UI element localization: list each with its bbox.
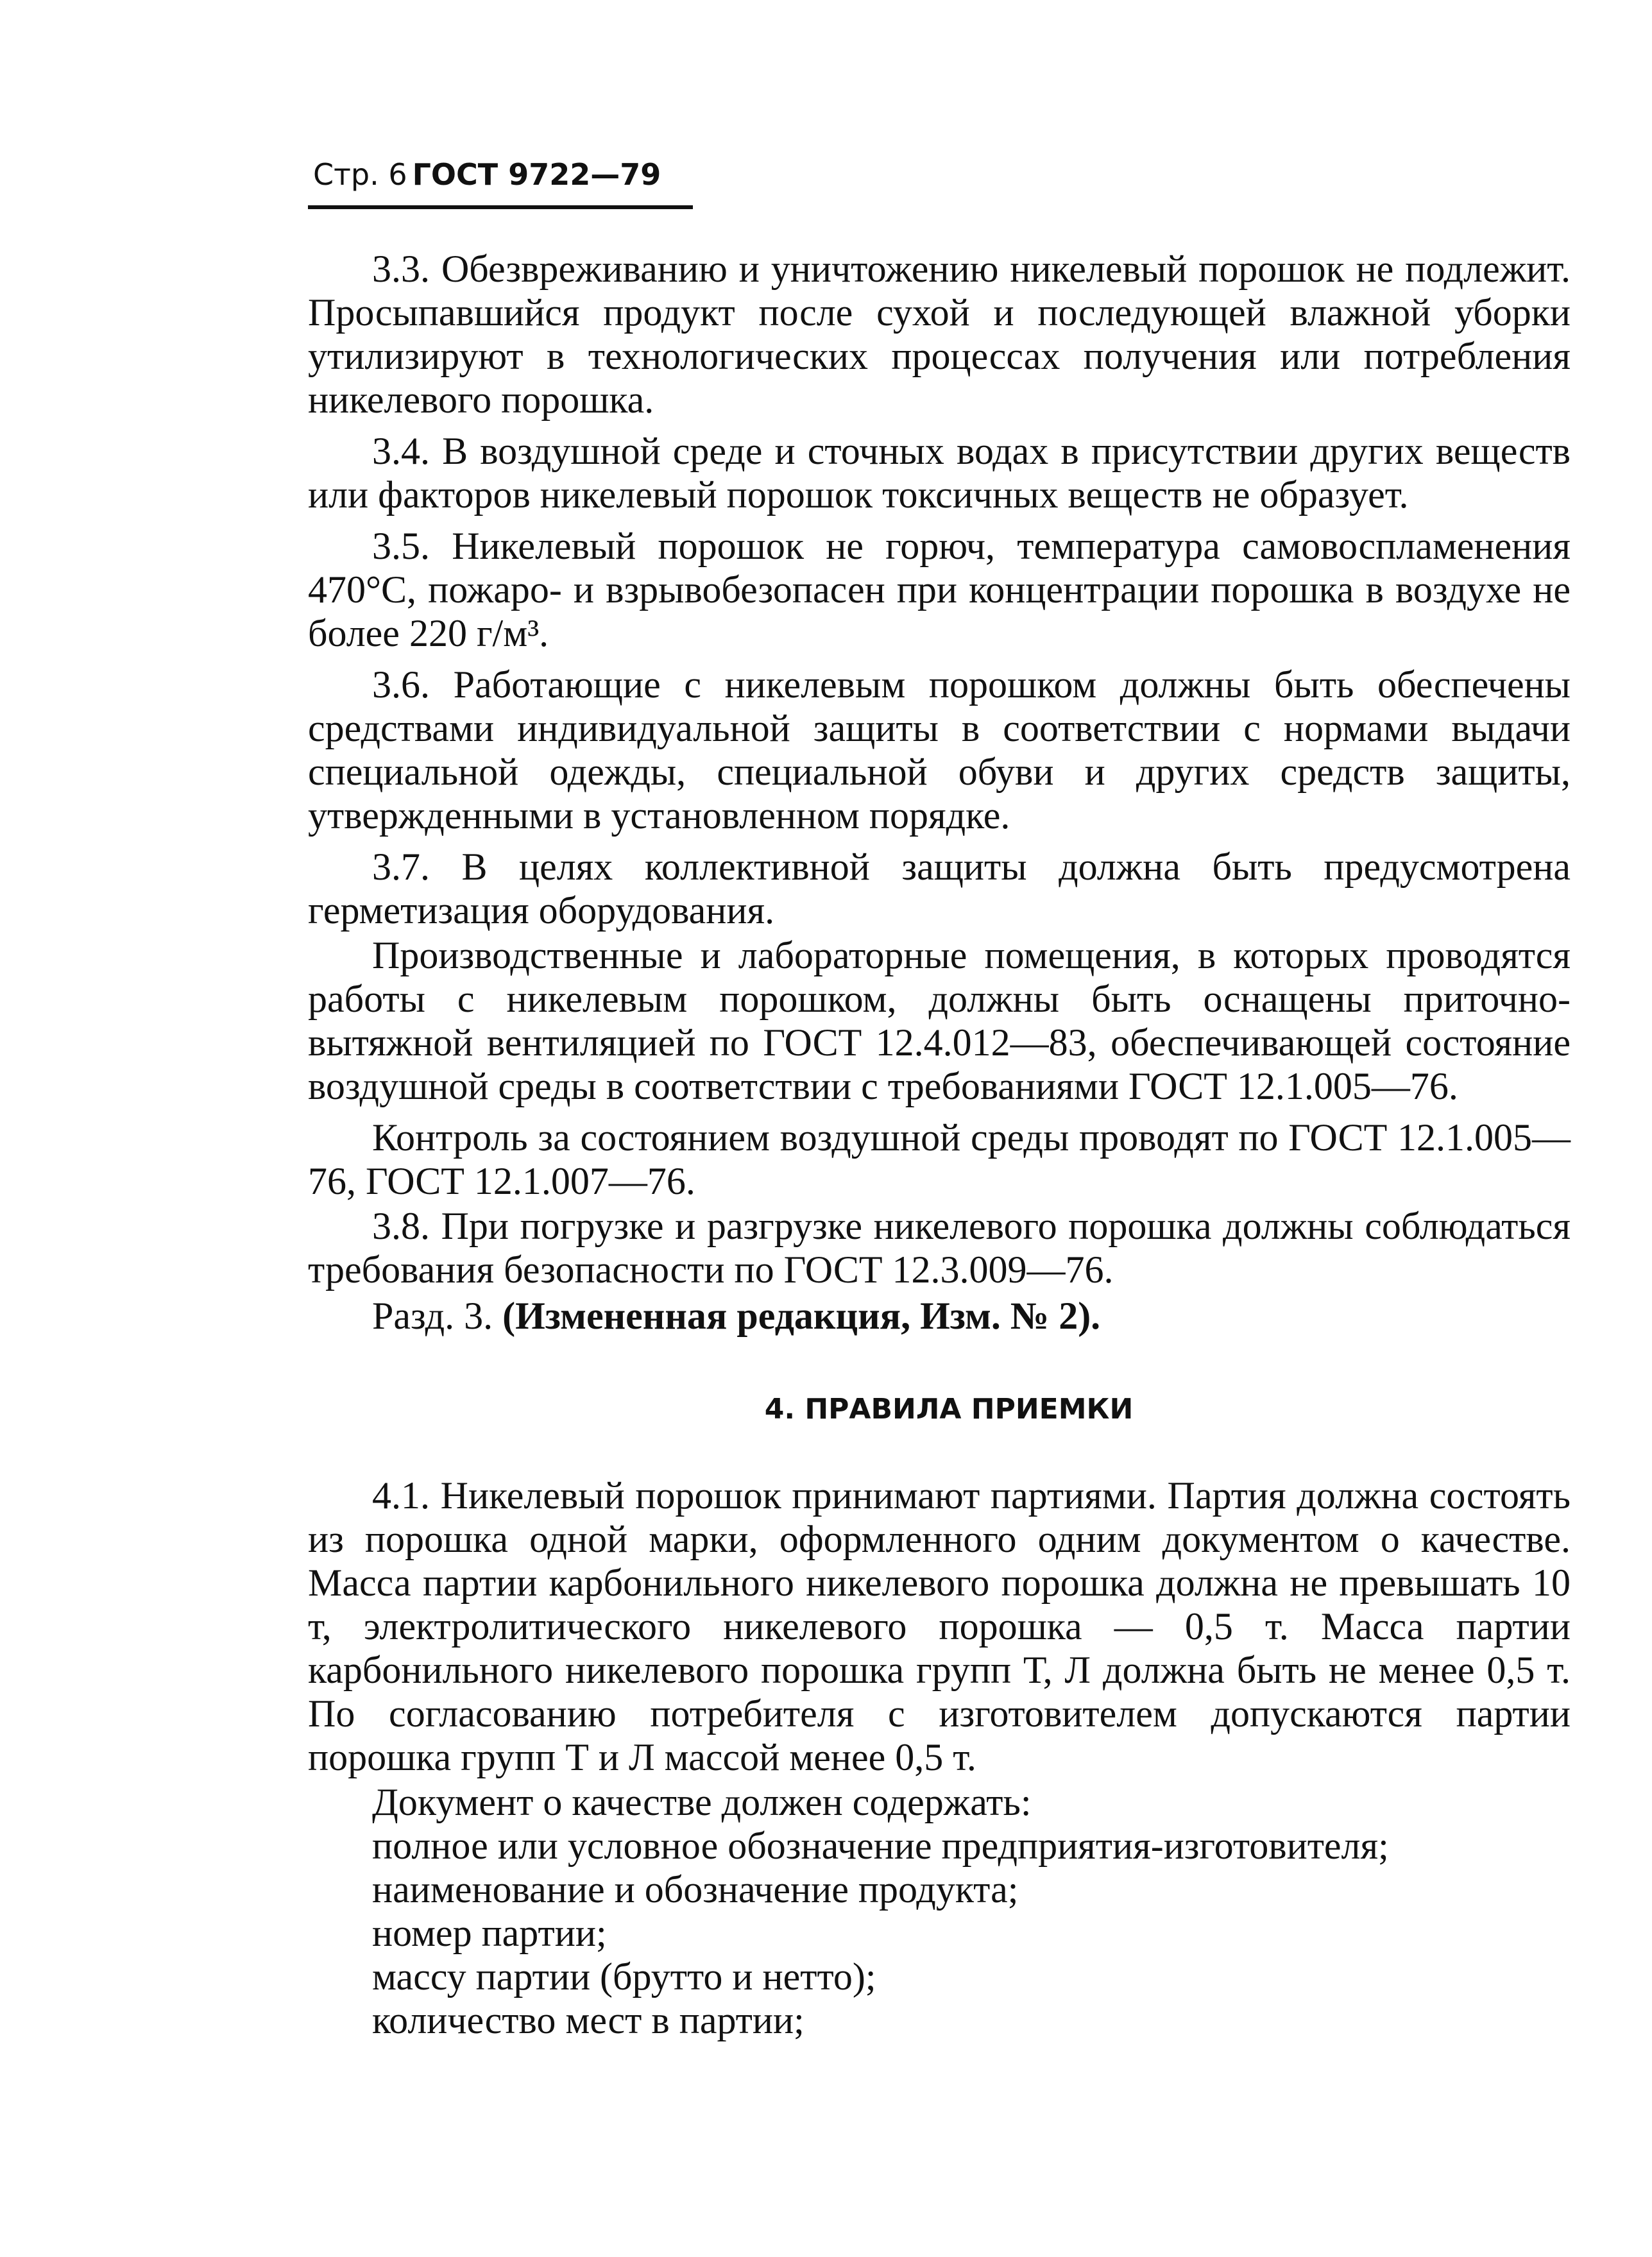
list-item: полное или условное обозначение предприятия-изготовителя; (372, 1825, 1389, 1867)
document-page (308, 0, 1572, 2257)
page-number-label: Стр. 6 (313, 157, 407, 192)
amendment-prefix: Разд. 3. (372, 1295, 493, 1337)
quality-document-intro: Документ о качестве должен содержать: (372, 1781, 1032, 1823)
paragraph-3-3: 3.3. Обезвреживанию и уничтожению никелевый порошок не подлежит. Просыпавшийся продукт после сухой и последующей влажной уборки утилизируют в технологических процессах получения или потребления никелевого порошка. (308, 248, 1571, 421)
list-item: наименование и обозначение продукта; (372, 1868, 1019, 1911)
page-header (313, 155, 661, 194)
paragraph-3-7: 3.7. В целях коллективной защиты должна быть предусмотрена герметизация оборудования. (308, 846, 1571, 932)
standard-number: ГОСТ 9722—79 (412, 157, 661, 192)
paragraph-3-8: 3.8. При погрузке и разгрузке никелевого порошка должны соблюдаться требования безопасности по ГОСТ 12.3.009—76. (308, 1205, 1571, 1291)
list-item: количество мест в партии; (372, 1999, 805, 2041)
paragraph-ventilation: Производственные и лабораторные помещения, в которых проводятся работы с никелевым порошком, должны быть оснащены приточно-вытяжной вентиляцией по ГОСТ 12.4.012—83, обеспечивающей состояние воздушной среды в соответствии с требованиями ГОСТ 12.1.005—76. (308, 934, 1571, 1107)
paragraph-air-control: Контроль за состоянием воздушной среды проводят по ГОСТ 12.1.005—76, ГОСТ 12.1.007—76. (308, 1116, 1571, 1202)
paragraph-4-1: 4.1. Никелевый порошок принимают партиями. Партия должна состоять из порошка одной марки, оформленного одним документом о качестве. Масса партии карбонильного никелевого порошка должна не превышать 10 т, электролитического никелевого порошка — 0,5 т. Масса партии карбонильного никелевого порошка групп Т, Л должна быть не менее 0,5 т. По согласованию потребителя с изготовителем допускаются партии порошка групп Т и Л массой менее 0,5 т. (308, 1474, 1571, 1778)
list-item: номер партии; (372, 1912, 607, 1954)
paragraph-3-5: 3.5. Никелевый порошок не горюч, температура самовоспламенения 470°С, пожаро- и взрывобезопасен при концентрации порошка в воздухе не более 220 г/м³. (308, 525, 1571, 654)
amendment-note (308, 1294, 1571, 1338)
section-4-title: 4. ПРАВИЛА ПРИЕМКИ (764, 1393, 1134, 1426)
amendment-text: (Измененная редакция, Изм. № 2). (502, 1295, 1101, 1337)
paragraph-3-6: 3.6. Работающие с никелевым порошком должны быть обеспечены средствами индивидуальной защиты в соответствии с нормами выдачи специальной одежды, специальной обуви и других средств защиты, утвержденными в установленном порядке. (308, 663, 1571, 837)
paragraph-3-4: 3.4. В воздушной среде и сточных водах в присутствии других веществ или факторов никелевый порошок токсичных веществ не образует. (308, 430, 1571, 516)
header-rule (308, 205, 693, 209)
list-item: массу партии (брутто и нетто); (372, 1955, 876, 1998)
document-body (308, 247, 1571, 2042)
